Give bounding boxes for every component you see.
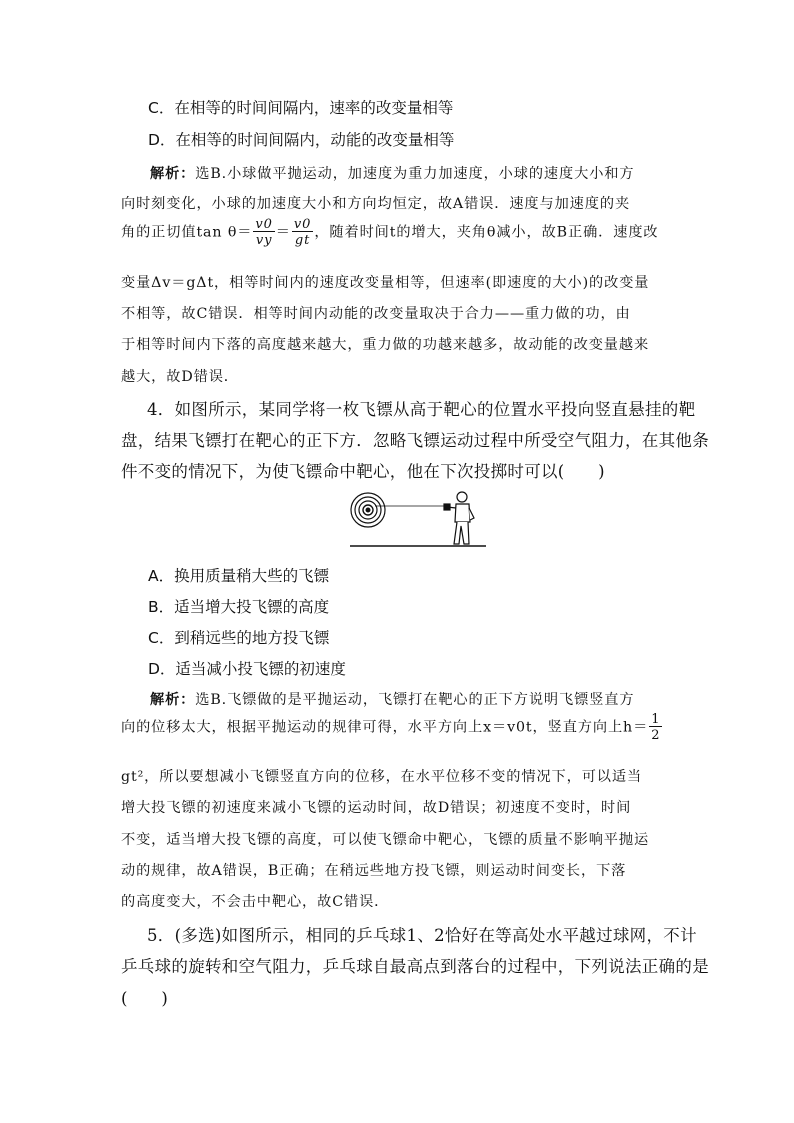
explanation-1-line-4: 变量Δv＝gΔt，相等时间内的速度改变量相等，但速率(即速度的大小)的改变量 <box>121 275 650 291</box>
explanation-2-line-3: gt²，所以要想减小飞镖竖直方向的位移，在水平位移不变的情况下，可以适当 <box>121 769 643 785</box>
fraction <box>649 713 662 742</box>
explanation-text: 选B.飞镖做的是平抛运动，飞镖打在靶心的正下方说明飞镖竖直方 <box>195 692 635 708</box>
question-4-line-2: 盘，结果飞镖打在靶心的正下方．忽略飞镖运动过程中所受空气阻力，在其他条 <box>121 431 709 450</box>
fraction <box>292 218 313 247</box>
explanation-2-line-4: 增大投飞镖的初速度来减小飞镖的运动时间，故D错误；初速度不变时，时间 <box>121 800 632 816</box>
explanation-text: ，随着时间t的增大，夹角θ减小，故B正确．速度改 <box>314 224 659 241</box>
explanation-2-line-1 <box>150 689 634 709</box>
option-c-prev: C．在相等的时间间隔内，速率的改变量相等 <box>148 99 454 117</box>
explanation-1-line-7: 越大，故D错误． <box>121 369 239 385</box>
dart-target-figure <box>348 486 488 552</box>
explanation-1-line-3 <box>121 218 659 247</box>
fraction-denominator: vy <box>253 231 274 247</box>
equals-sign: ＝ <box>275 224 291 241</box>
person-throwing-icon <box>444 492 474 544</box>
explanation-label: 解析： <box>150 166 196 182</box>
explanation-2-line-5: 不变，适当增大投飞镖的高度，可以使飞镖命中靶心，飞镖的质量不影响平抛运 <box>121 832 650 848</box>
option-a: A．换用质量稍大些的飞镖 <box>148 567 330 585</box>
explanation-2-line-6: 动的规律，故A错误，B正确；在稍远些地方投飞镖，则运动时间变长，下落 <box>121 863 627 879</box>
explanation-text: 选B.小球做平抛运动，加速度为重力加速度，小球的速度大小和方 <box>195 166 635 182</box>
fraction <box>253 218 274 247</box>
question-5-line-2: 乒乓球的旋转和空气阻力，乒乓球自最高点到落台的过程中，下列说法正确的是 <box>121 957 709 976</box>
fraction-denominator: gt <box>292 231 313 247</box>
explanation-text: 角的正切值tan θ＝ <box>121 224 253 241</box>
fraction-numerator: 1 <box>651 712 661 727</box>
explanation-1-line-5: 不相等，故C错误．相等时间内动能的改变量取决于合力——重力做的功，由 <box>121 306 631 322</box>
explanation-2-line-2 <box>121 713 663 742</box>
question-4-line-3: 件不变的情况下，为使飞镖命中靶心，他在下次投掷时可以( ) <box>121 462 605 481</box>
explanation-2-line-7: 的高度变大，不会击中靶心，故C错误． <box>121 894 390 910</box>
dartboard-icon <box>351 493 385 527</box>
explanation-text: 向的位移太大，根据平抛运动的规律可得，水平方向上x＝v0t，竖直方向上h＝ <box>121 719 649 736</box>
option-d: D．适当减小投飞镖的初速度 <box>148 660 346 678</box>
fraction-numerator: v0 <box>293 217 312 232</box>
fraction-numerator: v0 <box>255 217 273 232</box>
question-5-line-1: 5．(多选)如图所示，相同的乒乓球1、2恰好在等高处水平越过球网，不计 <box>147 926 697 945</box>
question-4-line-1: 4．如图所示，某同学将一枚飞镖从高于靶心的位置水平投向竖直悬挂的靶 <box>147 400 696 419</box>
option-b: B．适当增大投飞镖的高度 <box>148 598 330 616</box>
fraction-denominator: 2 <box>651 728 661 743</box>
explanation-1-line-2: 向时刻变化，小球的加速度大小和方向均恒定，故A错误．速度与加速度的夹 <box>121 196 631 212</box>
explanation-label: 解析： <box>150 692 196 708</box>
explanation-1-line-6: 于相等时间内下落的高度越来越大，重力做的功越来越多，故动能的改变量越来 <box>121 337 650 353</box>
option-d-prev: D．在相等的时间间隔内，动能的改变量相等 <box>148 131 455 149</box>
question-5-line-3: ( ) <box>121 989 169 1008</box>
explanation-1-line-1 <box>150 163 634 183</box>
option-c: C．到稍远些的地方投飞镖 <box>148 629 330 647</box>
